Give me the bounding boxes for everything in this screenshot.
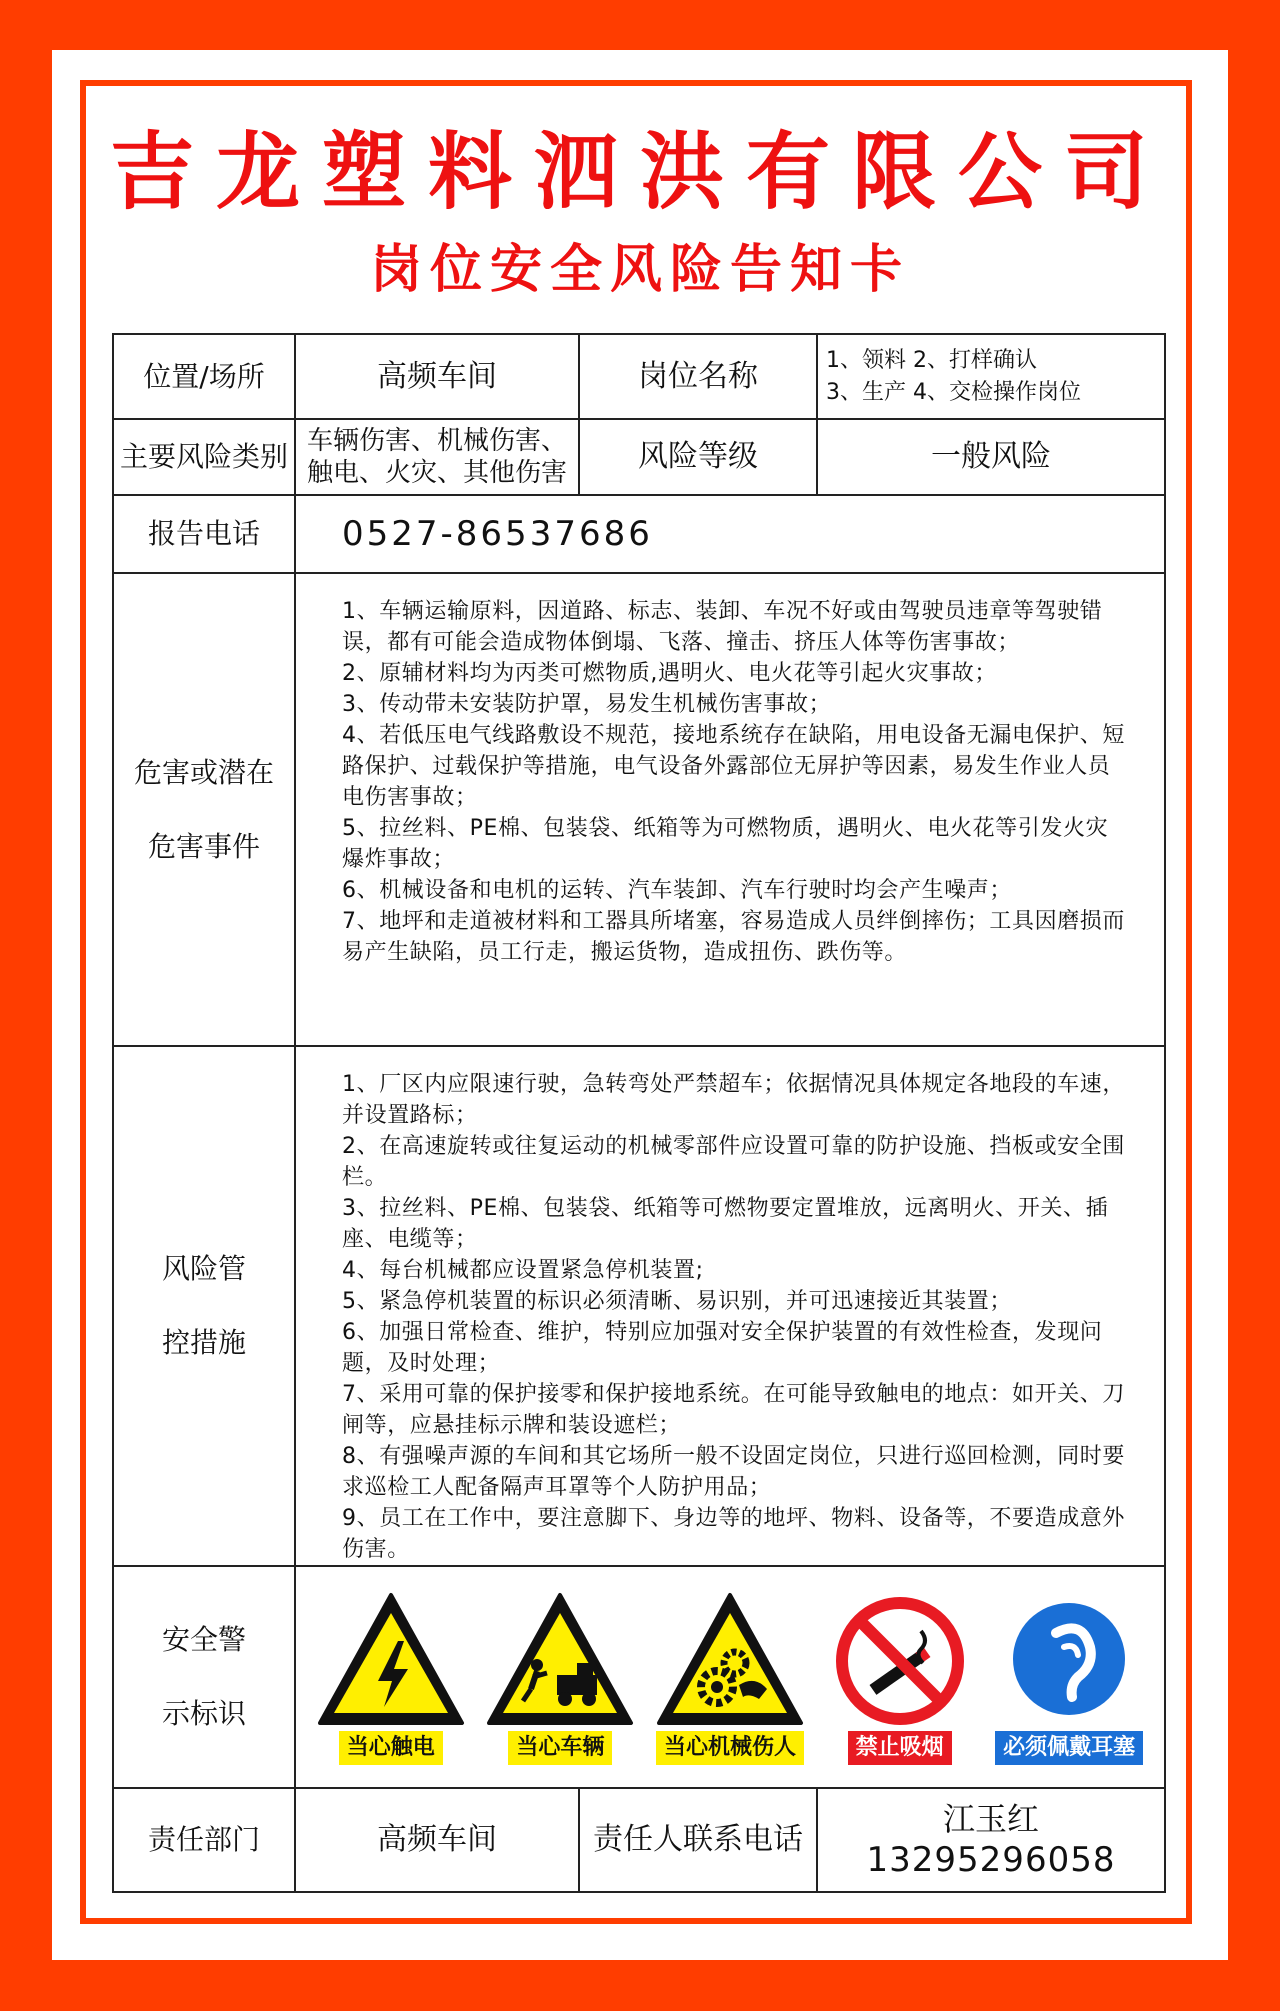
measure-item: 5、紧急停机装置的标识必须清晰、易识别，并可迅速接近其装置； bbox=[342, 1289, 1012, 1314]
sign-label: 禁止吸烟 bbox=[848, 1731, 952, 1765]
dept-value: 高频车间 bbox=[295, 1788, 579, 1892]
row-location bbox=[113, 334, 1165, 419]
hazard-item: 4、若低压电气线路敷设不规范，接地系统存在缺陷，用电设备无漏电保护、短路保护、过载保护等措施，电气设备外露部位无屏护等因素，易发生作业人员电伤害事故； bbox=[342, 723, 1125, 810]
sign-label: 当心机械伤人 bbox=[656, 1731, 804, 1765]
sign-vehicle bbox=[476, 1589, 646, 1765]
risk-type-label: 主要风险类别 bbox=[113, 419, 295, 495]
hazard-item: 6、机械设备和电机的运转、汽车装卸、汽车行驶时均会产生噪声； bbox=[342, 878, 1012, 903]
contact-name: 江玉红 bbox=[942, 1800, 1039, 1838]
signs-label-line-1: 安全警 bbox=[161, 1623, 246, 1656]
hazard-item: 3、传动带未安装防护罩，易发生机械伤害事故； bbox=[342, 692, 832, 717]
measures-label bbox=[113, 1046, 295, 1566]
vehicle-warning-icon bbox=[485, 1589, 635, 1729]
measure-item: 4、每台机械都应设置紧急停机装置; bbox=[342, 1258, 704, 1283]
hazards-label-line-1: 危害或潜在 bbox=[133, 755, 274, 789]
hazard-item: 7、地坪和走道被材料和工器具所堵塞，容易造成人员绊倒摔伤；工具因磨损而易产生缺陷，员工行走，搬运货物，造成扭伤、跌伤等。 bbox=[342, 909, 1125, 965]
measure-item: 8、有强噪声源的车间和其它场所一般不设固定岗位，只进行巡回检测，同时要求巡检工人配备隔声耳罩等个人防护用品； bbox=[342, 1444, 1125, 1500]
row-report-phone bbox=[113, 495, 1165, 573]
sign-electric bbox=[306, 1589, 476, 1765]
measures-label-line-2: 控措施 bbox=[161, 1326, 246, 1359]
notice-card bbox=[52, 50, 1228, 1960]
electric-shock-warning-icon bbox=[316, 1589, 466, 1729]
post-value bbox=[817, 334, 1165, 419]
hazards-label bbox=[113, 573, 295, 1046]
location-value: 高频车间 bbox=[295, 334, 579, 419]
location-label: 位置/场所 bbox=[113, 334, 295, 419]
row-signs bbox=[113, 1566, 1165, 1788]
measure-item: 9、员工在工作中，要注意脚下、身边等的地坪、物料、设备等，不要造成意外伤害。 bbox=[342, 1506, 1125, 1562]
dept-label: 责任部门 bbox=[113, 1788, 295, 1892]
measures-list bbox=[295, 1046, 1165, 1566]
measure-item: 7、采用可靠的保护接零和保护接地系统。在可能导致触电的地点：如开关、刀闸等，应悬挂标示牌和装设遮栏； bbox=[342, 1382, 1125, 1438]
machinery-warning-icon bbox=[655, 1589, 805, 1729]
contact-value bbox=[817, 1788, 1165, 1892]
signs-label-line-2: 示标识 bbox=[161, 1697, 246, 1730]
risk-type-line-1: 车辆伤害、机械伤害、 bbox=[306, 426, 567, 456]
row-measures bbox=[113, 1046, 1165, 1566]
hazard-item: 5、拉丝料、PE棉、包装袋、纸箱等为可燃物质，遇明火、电火花等引发火灾爆炸事故； bbox=[342, 816, 1109, 872]
measure-item: 6、加强日常检查、维护，特别应加强对安全保护装置的有效性检查，发现问题，及时处理； bbox=[342, 1320, 1103, 1376]
signs-cell bbox=[295, 1566, 1165, 1788]
risk-level-value: 一般风险 bbox=[817, 419, 1165, 495]
sign-no-smoking bbox=[815, 1589, 985, 1765]
row-risk-type bbox=[113, 419, 1165, 495]
row-responsibility bbox=[113, 1788, 1165, 1892]
contact-phone: 13295296058 bbox=[866, 1840, 1116, 1880]
report-phone-label: 报告电话 bbox=[113, 495, 295, 573]
no-smoking-icon bbox=[825, 1589, 975, 1729]
signs-label bbox=[113, 1566, 295, 1788]
signs-row bbox=[296, 1589, 1164, 1765]
hazards-label-line-2: 危害事件 bbox=[147, 829, 260, 863]
post-line-1: 1、领料 2、打样确认 bbox=[826, 347, 1037, 373]
measure-item: 1、厂区内应限速行驶，急转弯处严禁超车；依据情况具体规定各地段的车速，并设置路标； bbox=[342, 1072, 1125, 1128]
card-title: 岗位安全风险告知卡 bbox=[369, 240, 910, 300]
company-name: 吉龙塑料泗洪有限公司 bbox=[109, 123, 1170, 221]
contact-label: 责任人联系电话 bbox=[579, 1788, 817, 1892]
sign-ear-protection bbox=[984, 1589, 1154, 1765]
sign-machinery bbox=[645, 1589, 815, 1765]
post-label: 岗位名称 bbox=[579, 334, 817, 419]
sign-label: 必须佩戴耳塞 bbox=[995, 1731, 1143, 1765]
measures-label-line-1: 风险管 bbox=[161, 1252, 246, 1285]
sign-label: 当心车辆 bbox=[508, 1731, 612, 1765]
hazard-item: 2、原辅材料均为丙类可燃物质,遇明火、电火花等引起火灾事故； bbox=[342, 661, 997, 686]
measure-item: 2、在高速旋转或往复运动的机械零部件应设置可靠的防护设施、挡板或安全围栏。 bbox=[342, 1134, 1125, 1190]
sign-label: 当心触电 bbox=[339, 1731, 443, 1765]
hazards-list bbox=[295, 573, 1165, 1046]
measure-item: 3、拉丝料、PE棉、包装袋、纸箱等可燃物要定置堆放，远离明火、开关、插座、电缆等； bbox=[342, 1196, 1109, 1252]
report-phone-value: 0527-86537686 bbox=[295, 495, 1165, 573]
risk-info-table bbox=[112, 333, 1166, 1893]
risk-level-label: 风险等级 bbox=[579, 419, 817, 495]
risk-type-line-2: 触电、火灾、其他伤害 bbox=[306, 458, 567, 488]
post-line-2: 3、生产 4、交检操作岗位 bbox=[826, 379, 1081, 405]
row-hazards bbox=[113, 573, 1165, 1046]
risk-type-value bbox=[295, 419, 579, 495]
hazard-item: 1、车辆运输原料，因道路、标志、装卸、车况不好或由驾驶员违章等驾驶错误，都有可能会造成物体倒塌、飞落、撞击、挤压人体等伤害事故； bbox=[342, 599, 1103, 655]
ear-protection-icon bbox=[994, 1589, 1144, 1729]
